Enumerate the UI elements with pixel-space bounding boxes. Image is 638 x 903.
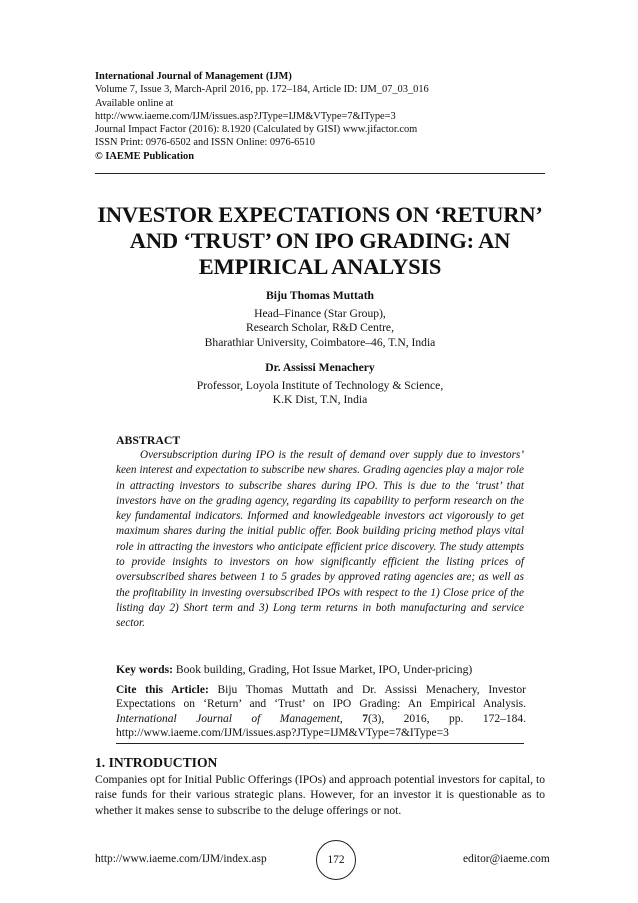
author-block-1 [60, 289, 580, 350]
volume-info: Volume 7, Issue 3, March-April 2016, pp. 172–184, Article ID: IJM_07_03_016 [95, 84, 429, 96]
cite-label: Cite this Article: [116, 684, 209, 696]
introduction-text: Companies opt for Initial Public Offerings (IPOs) and approach potential investors for capital, to raise funds for their various strategic plans. However, for an investor it is questionable as to whether it makes sense to subscribe to the deluge offerings or not. [95, 773, 545, 817]
cite-text: Biju Thomas Muttath and Dr. Assissi Menachery, Investor Expectations on ‘Return’ and ‘Trust’ on IPO Grading: An Empirical Analysis. [116, 684, 526, 711]
citation-divider [116, 743, 524, 744]
title-line: EMPIRICAL ANALYSIS [198, 254, 442, 279]
article-title [60, 202, 580, 280]
title-line: AND ‘TRUST’ ON IPO GRADING: AN [129, 228, 511, 253]
cite-volume: 7 [362, 712, 368, 725]
abstract-text: Oversubscription during IPO is the result of demand over supply due to investors’ keen interest and expectation to subscribe new shares. Grading agencies play a major role in attracting investors to subscribe shares during IPO. This is due to the ‘trust’ that investors have on the grading agency, regarding its capability to perform research on the key fundamental indicators. Informed and knowledgeable investors act vigorously to get maximum shares during the initial public offer. Book building pricing method plays vital role in attracting the investors who anticipate efficient price discovery. The study attempts to provide insights to investors on how significantly efficient the listing prices of oversubscribed shares between 1 to 5 grades by approved rating agencies are; as well as the profitability in investing oversubscribed IPOs with respect to the 1) Close price of the listing day 2) Short term and 3) Long term returns in both manufacturing and service sector. [116, 449, 524, 630]
keywords [116, 663, 536, 676]
issn-info: ISSN Print: 0976-6502 and ISSN Online: 0976-6510 [95, 137, 315, 149]
article-url-link[interactable]: http://www.iaeme.com/IJM/issues.asp?JType=IJM&VType=7&IType=3 [95, 110, 396, 122]
author-affiliation: Professor, Loyola Institute of Technology & Science, [196, 378, 444, 392]
cite-journal: International Journal of Management [116, 712, 340, 725]
cite-vol-separator: , [339, 712, 363, 725]
cite-url-link[interactable]: http://www.iaeme.com/IJM/issues.asp?JType=IJM&VType=7&IType=3 [116, 727, 449, 740]
publisher-copyright: © IAEME Publication [95, 150, 194, 162]
section-heading: 1. INTRODUCTION [95, 755, 218, 770]
author-affiliation: Research Scholar, R&D Centre, [246, 321, 394, 335]
title-line: INVESTOR EXPECTATIONS ON ‘RETURN’ [97, 202, 543, 227]
author-name: Dr. Assissi Menachery [265, 361, 375, 374]
author-affiliation: Bharathiar University, Coimbatore–46, T.N, India [204, 335, 436, 349]
page-number: 172 [316, 840, 356, 880]
journal-name: International Journal of Management (IJM) [95, 71, 292, 82]
keywords-label: Key words: [116, 663, 173, 676]
author-block-2 [60, 361, 580, 408]
author-affiliation: Head–Finance (Star Group), [254, 306, 386, 320]
available-online: Available online at [95, 97, 174, 109]
keywords-text: Book building, Grading, Hot Issue Market, IPO, Under-pricing) [175, 663, 473, 676]
author-name: Biju Thomas Muttath [265, 289, 374, 302]
header-divider [95, 173, 545, 174]
cite-details: (3), 2016, pp. 172–184. [367, 712, 526, 725]
abstract-heading: ABSTRACT [116, 433, 181, 447]
footer-email-link[interactable]: editor@iaeme.com [463, 853, 550, 865]
page-footer [0, 838, 638, 878]
author-affiliation: K.K Dist, T.N, India [272, 393, 368, 407]
footer-website-link[interactable]: http://www.iaeme.com/IJM/index.asp [95, 853, 267, 865]
citation [116, 683, 526, 741]
impact-factor: Journal Impact Factor (2016): 8.1920 (Calculated by GISI) www.jifactor.com [95, 124, 418, 136]
journal-header [95, 70, 545, 163]
